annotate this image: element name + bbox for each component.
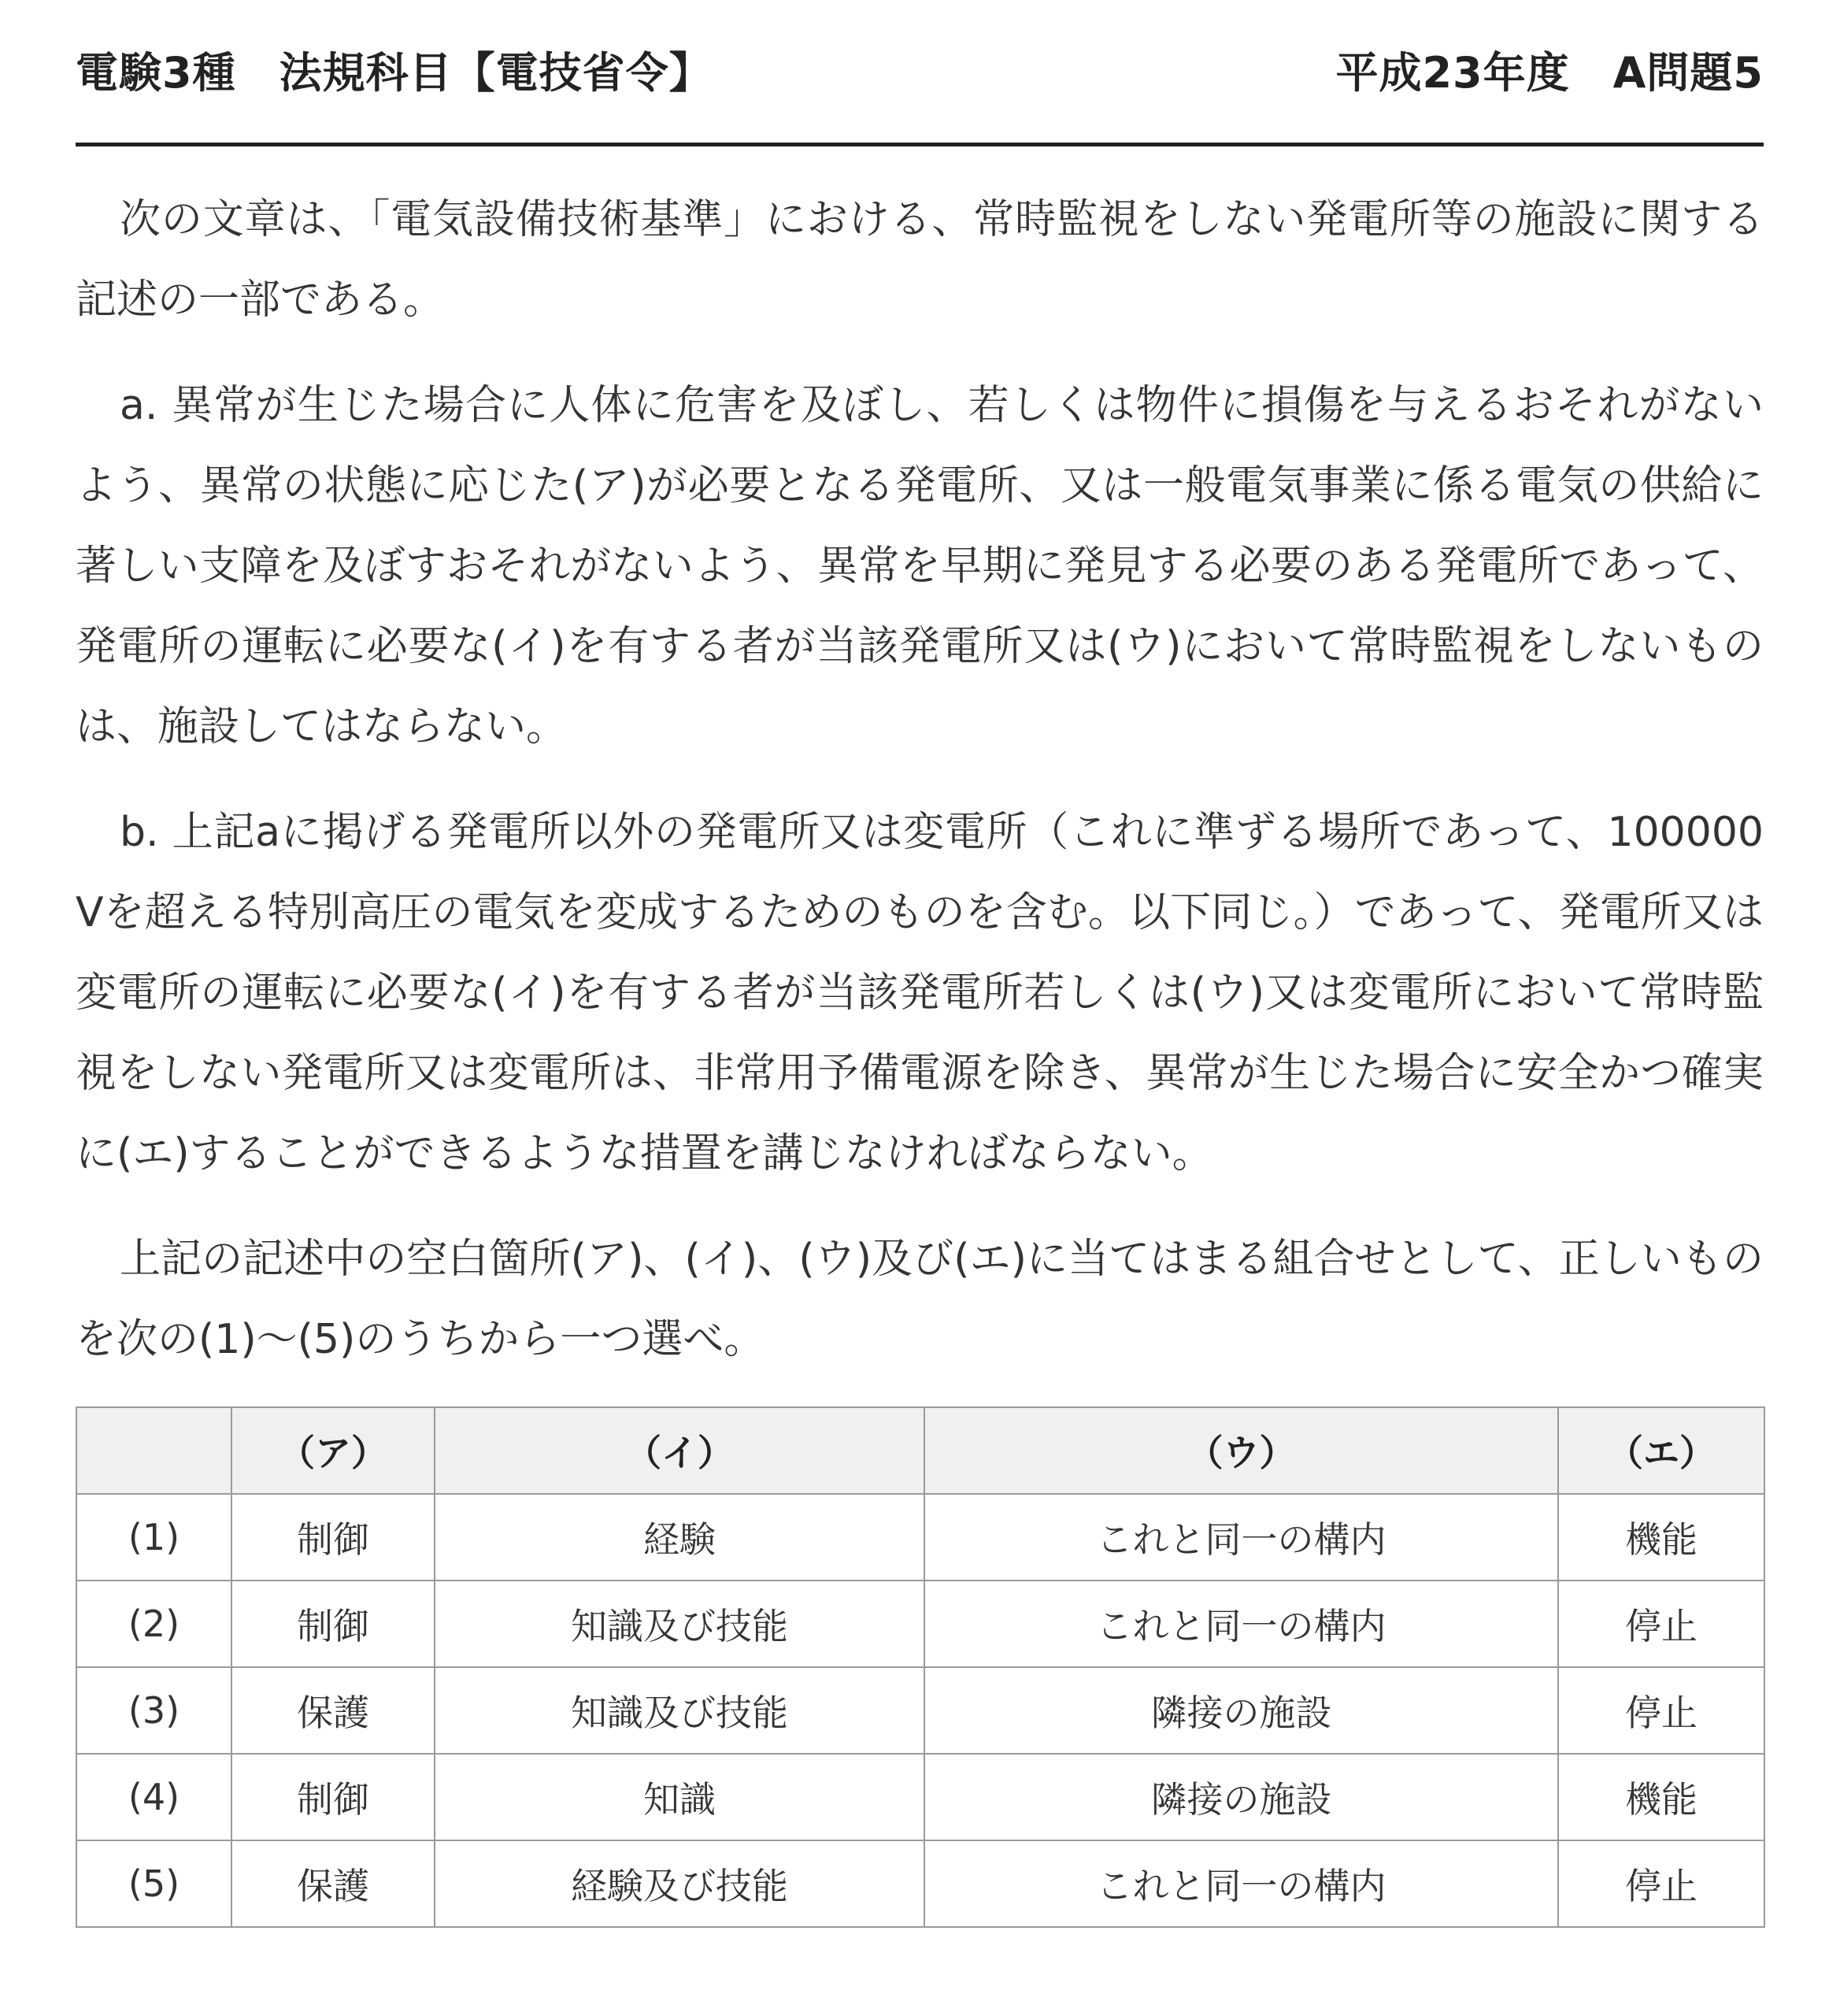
subject-title: 電験3種 法規科目【電技省令】 — [76, 48, 713, 98]
cell-i: 知識及び技能 — [435, 1581, 924, 1667]
cell-a: 制御 — [231, 1494, 435, 1581]
table-row — [76, 1581, 1764, 1667]
cell-u: これと同一の構内 — [924, 1581, 1558, 1667]
intro-paragraph: 次の文章は、「電気設備技術基準」における、常時監視をしない発電所等の施設に関する記述の一部である。 — [76, 196, 1764, 324]
header-cell-a: （ア） — [231, 1407, 435, 1494]
cell-i: 経験及び技能 — [435, 1840, 924, 1927]
choice-number: (3) — [76, 1667, 231, 1754]
choice-number: (4) — [76, 1754, 231, 1840]
cell-a: 保護 — [231, 1667, 435, 1754]
table-row — [76, 1754, 1764, 1840]
cell-e: 停止 — [1558, 1667, 1764, 1754]
page-header — [76, 0, 1764, 146]
cell-u: 隣接の施設 — [924, 1667, 1558, 1754]
clause-a-paragraph: a. 異常が生じた場合に人体に危害を及ぼし、若しくは物件に損傷を与えるおそれがないよう、異常の状態に応じた(ア)が必要となる発電所、又は一般電気事業に係る電気の供給に著しい支障を及ぼすおそれがないよう、異常を早期に発見する必要のある発電所であって、発電所の運転に必要な(イ)を有する者が当該発電所又は(ウ)において常時監視をしないものは、施設してはならない。 — [76, 382, 1764, 750]
cell-u: 隣接の施設 — [924, 1754, 1558, 1840]
cell-a: 制御 — [231, 1581, 435, 1667]
header-cell-e: （エ） — [1558, 1407, 1764, 1494]
cell-e: 機能 — [1558, 1494, 1764, 1581]
answer-choices-table — [76, 1406, 1765, 1928]
cell-u: これと同一の構内 — [924, 1840, 1558, 1927]
cell-e: 停止 — [1558, 1581, 1764, 1667]
cell-i: 知識 — [435, 1754, 924, 1840]
table-row — [76, 1494, 1764, 1581]
choice-number: (5) — [76, 1840, 231, 1927]
question-paragraph: 上記の記述中の空白箇所(ア)、(イ)、(ウ)及び(エ)に当てはまる組合せとして、正しいものを次の(1)〜(5)のうちから一つ選べ。 — [76, 1236, 1764, 1363]
cell-a: 制御 — [231, 1754, 435, 1840]
clause-b-paragraph: b. 上記aに掲げる発電所以外の発電所又は変電所（これに準ずる場所であって、100000Vを超える特別高圧の電気を変成するためのものを含む。以下同じ。）であって、発電所又は変電所の運転に必要な(イ)を有する者が当該発電所若しくは(ウ)又は変電所において常時監視をしない発電所又は変電所は、非常用予備電源を除き、異常が生じた場合に安全かつ確実に(エ)することができるような措置を講じなければならない。 — [76, 809, 1764, 1177]
cell-u: これと同一の構内 — [924, 1494, 1558, 1581]
cell-e: 停止 — [1558, 1840, 1764, 1927]
choice-number: (1) — [76, 1494, 231, 1581]
header-cell-u: （ウ） — [924, 1407, 1558, 1494]
table-header-row — [76, 1407, 1764, 1494]
cell-i: 経験 — [435, 1494, 924, 1581]
cell-i: 知識及び技能 — [435, 1667, 924, 1754]
exam-year-question: 平成23年度 A問題5 — [1335, 48, 1764, 98]
header-cell-i: （イ） — [435, 1407, 924, 1494]
cell-e: 機能 — [1558, 1754, 1764, 1840]
document-page — [76, 0, 1764, 1380]
table-row — [76, 1667, 1764, 1754]
header-cell-number — [76, 1407, 231, 1494]
cell-a: 保護 — [231, 1840, 435, 1927]
choice-number: (2) — [76, 1581, 231, 1667]
table-row — [76, 1840, 1764, 1927]
